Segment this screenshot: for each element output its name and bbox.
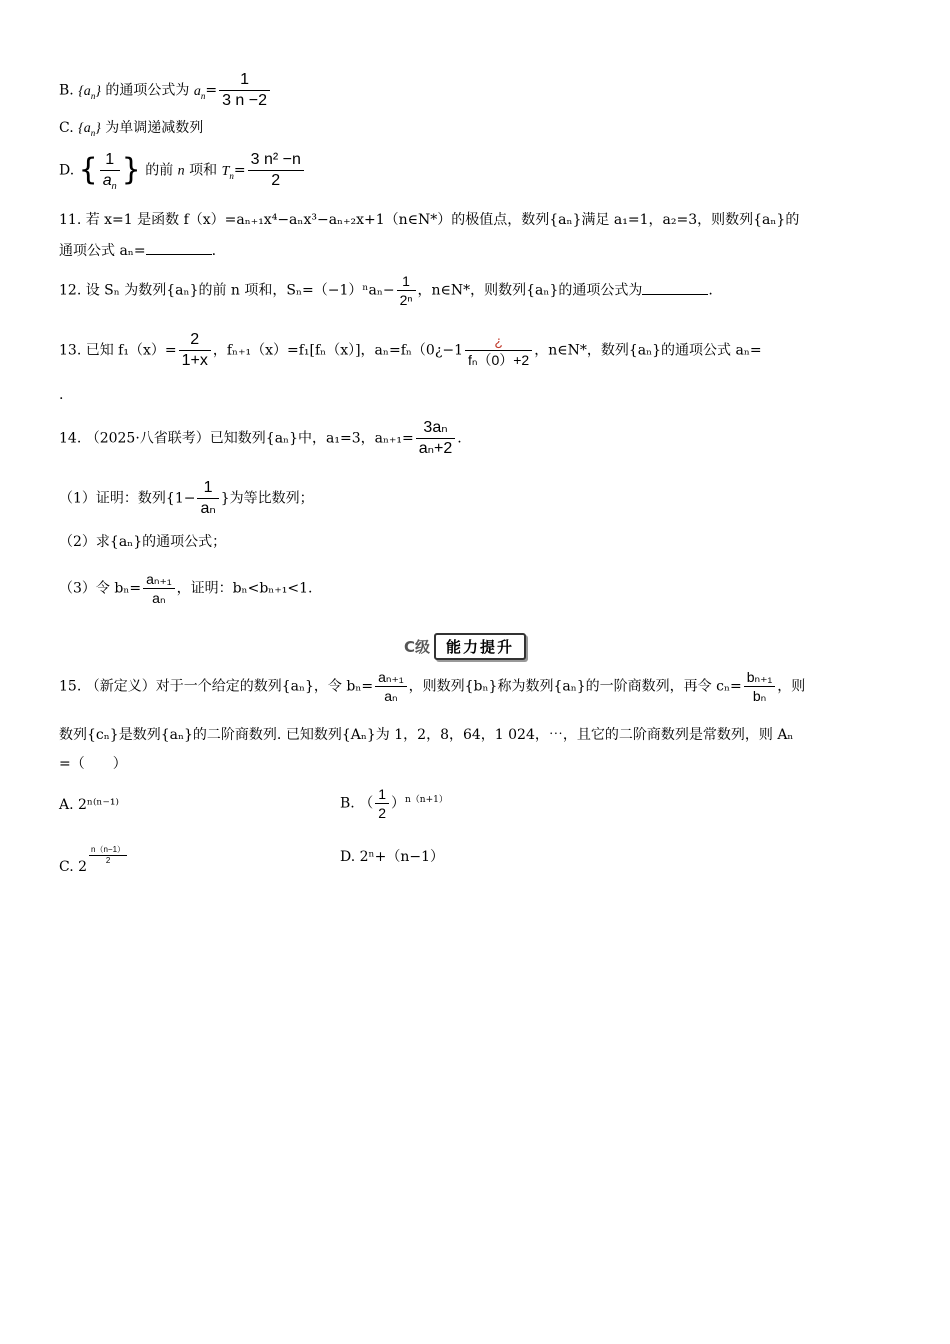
q13-fraction: $\frac{2}{1+x}$ — [179, 330, 211, 371]
option-b: B. $\{a_n\}$ 的通项公式为 $a_n=$ $\frac{1}{3 n -2}$ — [59, 70, 272, 111]
option-d: D. { $\frac{1}{a_n}$ } 的前 n 项和 $T_n=$ $\frac{\text{3 n² −n}}{2}$ — [59, 150, 306, 191]
q15-option-d[interactable]: D. 2ⁿ+（n−1） — [340, 849, 444, 865]
question-14-part-2: （2）求{aₙ}的通项公式； — [59, 534, 227, 550]
question-14-part-1: （1）证明：数列{1− $\frac{1}{\text{aₙ}}$ }为等比数列； — [59, 479, 314, 517]
q15-option-c[interactable]: C. 2 $\frac{n(n-1)}{2}$ — [59, 845, 126, 875]
option-d-fraction: $\frac{\text{3 n² −n}}{2}$ — [248, 150, 304, 191]
question-11-line-1: 11. 若 x=1 是函数 f（x）=aₙ₊₁x⁴−aₙx³−aₙ₊₂x+1（n∈N*）的极值点，数列{aₙ}满足 a₁=1，a₂=3，则数列{aₙ}的 — [59, 212, 800, 228]
q15-option-b[interactable]: B. （ $\frac{1}{2}$ ）$^{n(n+1)}$ — [340, 786, 448, 821]
question-14-part-3: （3）令 bₙ= $\frac{\text{aₙ₊₁}}{\text{aₙ}}$ ，证明：bₙ<bₙ₊₁<1. — [59, 571, 313, 606]
q15-option-a[interactable]: A. 2ⁿ⁽ⁿ⁻¹⁾ — [59, 797, 119, 813]
question-15-line-3: =（ ） — [59, 756, 127, 772]
question-15-line-1: 15. （新定义）对于一个给定的数列{aₙ}，令 bₙ= $\frac{\text{aₙ₊₁}}{\text{aₙ}}$ ，则数列{bₙ}称为数列{aₙ}的一阶商数列，再令 cₙ= $\frac{\text{bₙ₊₁}}{\text{bₙ}}$ ，则 — [59, 669, 806, 704]
question-11-line-2: 通项公式 aₙ= . — [59, 240, 216, 261]
option-b-fraction: $\frac{1}{3 n -2}$ — [219, 70, 270, 111]
question-13: 13. 已知 f₁（x）= $\frac{2}{1+x}$ ，fₙ₊₁（x）=f₁[fₙ（x）]，aₙ=fₙ（0¿−1 $\frac{¿}{\text{fₙ（0）+2}}$ ，n∈N*，数列{aₙ}的通项公式 aₙ= — [59, 331, 762, 369]
answer-blank[interactable] — [642, 280, 708, 295]
option-c: C. $\{a_n\}$ 为单调递减数列 — [59, 120, 204, 138]
q12-fraction: $\frac{1}{\text{2ⁿ}}$ — [397, 272, 416, 309]
question-12: 12. 设 Sₙ 为数列{aₙ}的前 n 项和，Sₙ=（−1）ⁿaₙ− $\frac{1}{\text{2ⁿ}}$ ，n∈N*，则数列{aₙ}的通项公式为 . — [59, 273, 713, 308]
answer-blank[interactable] — [146, 240, 212, 255]
question-14: 14. （2025·八省联考）已知数列{aₙ}中，a₁=3，aₙ₊₁= $\frac{\text{3aₙ}}{\text{aₙ+2}}$ . — [59, 419, 462, 457]
question-15-line-2: 数列{cₙ}是数列{aₙ}的二阶商数列. 已知数列{Aₙ}为 1，2，8，64，1 024，⋯，且它的二阶商数列是常数列，则 Aₙ — [59, 727, 794, 743]
q14-fraction: $\frac{\text{3aₙ}}{\text{aₙ+2}}$ — [416, 418, 456, 459]
section-badge: C级 能力提升 — [404, 633, 526, 660]
question-13-tail: . — [59, 387, 64, 403]
